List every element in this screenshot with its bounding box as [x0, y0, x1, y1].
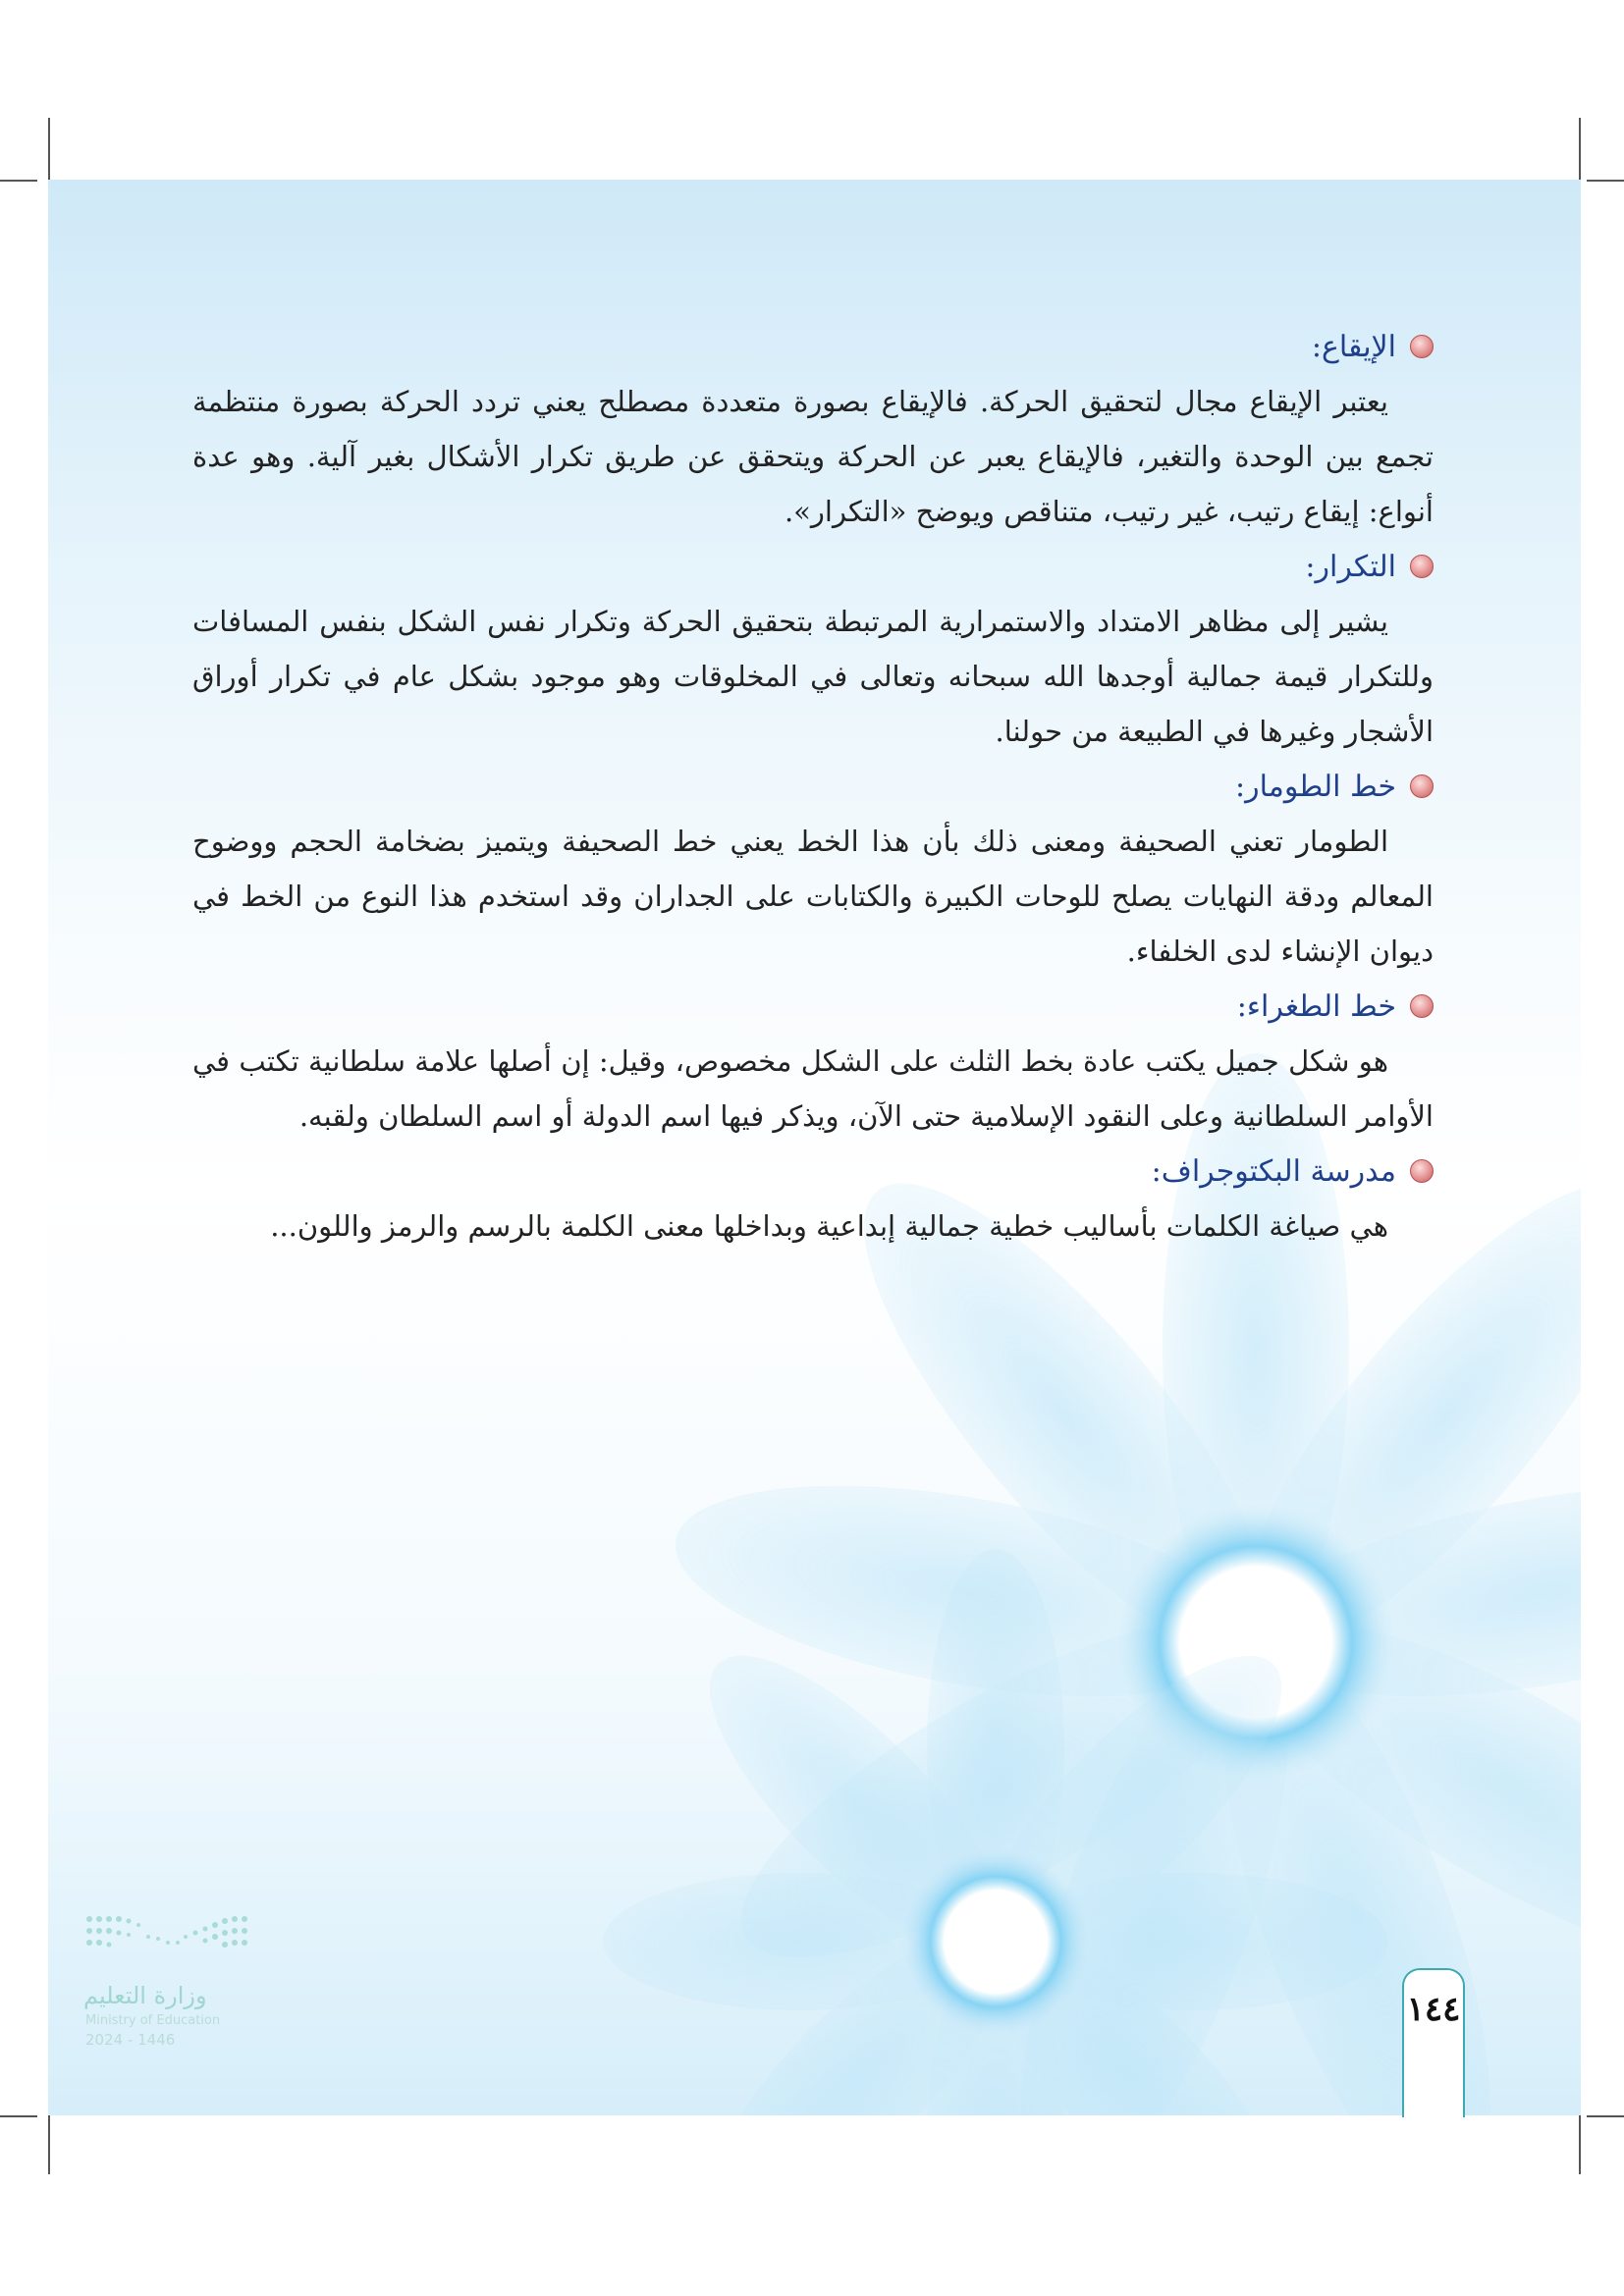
bullet-icon	[1410, 774, 1434, 798]
section-heading	[192, 539, 1434, 594]
article-body	[192, 319, 1434, 1254]
crop-mark	[0, 180, 37, 182]
section-heading	[192, 759, 1434, 814]
logo-dots-icon	[83, 1909, 250, 1968]
section-paragraph: هي صياغة الكلمات بأساليب خطية جمالية إبداعية وبداخلها معنى الكلمة بالرسم والرمز واللون...	[270, 1209, 1388, 1243]
section-heading	[192, 319, 1434, 374]
crop-mark	[1587, 180, 1624, 182]
section-paragraph: يشير إلى مظاهر الامتداد والاستمرارية المرتبطة بتحقيق الحركة وتكرار نفس الشكل بنفس المسافات وللتكرار قيمة جمالية أوجدها الله سبحانه وتعالى في المخلوقات وهو موجود بشكل عام في تكرار أوراق الأشجار وغيرها في الطبيعة من حولنا.	[192, 605, 1434, 748]
heading-text: مدرسة البكتوجراف:	[1151, 1153, 1396, 1189]
heading-text: خط الطغراء:	[1236, 988, 1396, 1024]
logo-english-text: Ministry of Education	[85, 2013, 221, 2028]
page-number: ١٤٤	[1406, 1990, 1461, 2029]
section-heading	[192, 1144, 1434, 1199]
ministry-logo	[83, 1909, 250, 2047]
bullet-icon	[1410, 1159, 1434, 1183]
heading-text: التكرار:	[1305, 549, 1396, 584]
section-heading	[192, 979, 1434, 1034]
bullet-icon	[1410, 555, 1434, 578]
heading-text: الإيقاع:	[1311, 329, 1396, 364]
heading-text: خط الطومار:	[1235, 769, 1396, 804]
section-paragraph: الطومار تعني الصحيفة ومعنى ذلك بأن هذا الخط يعني خط الصحيفة ويتميز بضخامة الحجم ووضوح المعالم ودقة النهايات يصلح للوحات الكبيرة والكتابات على الجداران وقد استخدم هذا النوع من الخط في ديوان الإنشاء لدى الخلفاء.	[192, 825, 1434, 968]
bullet-icon	[1410, 994, 1434, 1018]
page-number-tab	[1402, 1968, 1465, 2117]
bullet-icon	[1410, 335, 1434, 358]
crop-mark	[1587, 2115, 1624, 2117]
section-paragraph: يعتبر الإيقاع مجال لتحقيق الحركة. فالإيقاع بصورة متعددة مصطلح يعني تردد الحركة بصورة منتظمة تجمع بين الوحدة والتغير، فالإيقاع يعبر عن الحركة ويتحقق عن طريق تكرار الأشكال بغير آلية. وهو عدة أنواع: إيقاع رتيب، غير رتيب، متناقص ويوضح «التكرار».	[192, 385, 1434, 528]
logo-year-text: 2024 - 1446	[85, 2031, 176, 2049]
crop-mark	[0, 2115, 37, 2117]
logo-arabic-text: وزارة التعليم	[83, 1982, 207, 2009]
section-paragraph: هو شكل جميل يكتب عادة بخط الثلث على الشكل مخصوص، وقيل: إن أصلها علامة سلطانية تكتب في الأوامر السلطانية وعلى النقود الإسلامية حتى الآن، ويذكر فيها اسم الدولة أو اسم السلطان ولقبه.	[192, 1044, 1434, 1133]
